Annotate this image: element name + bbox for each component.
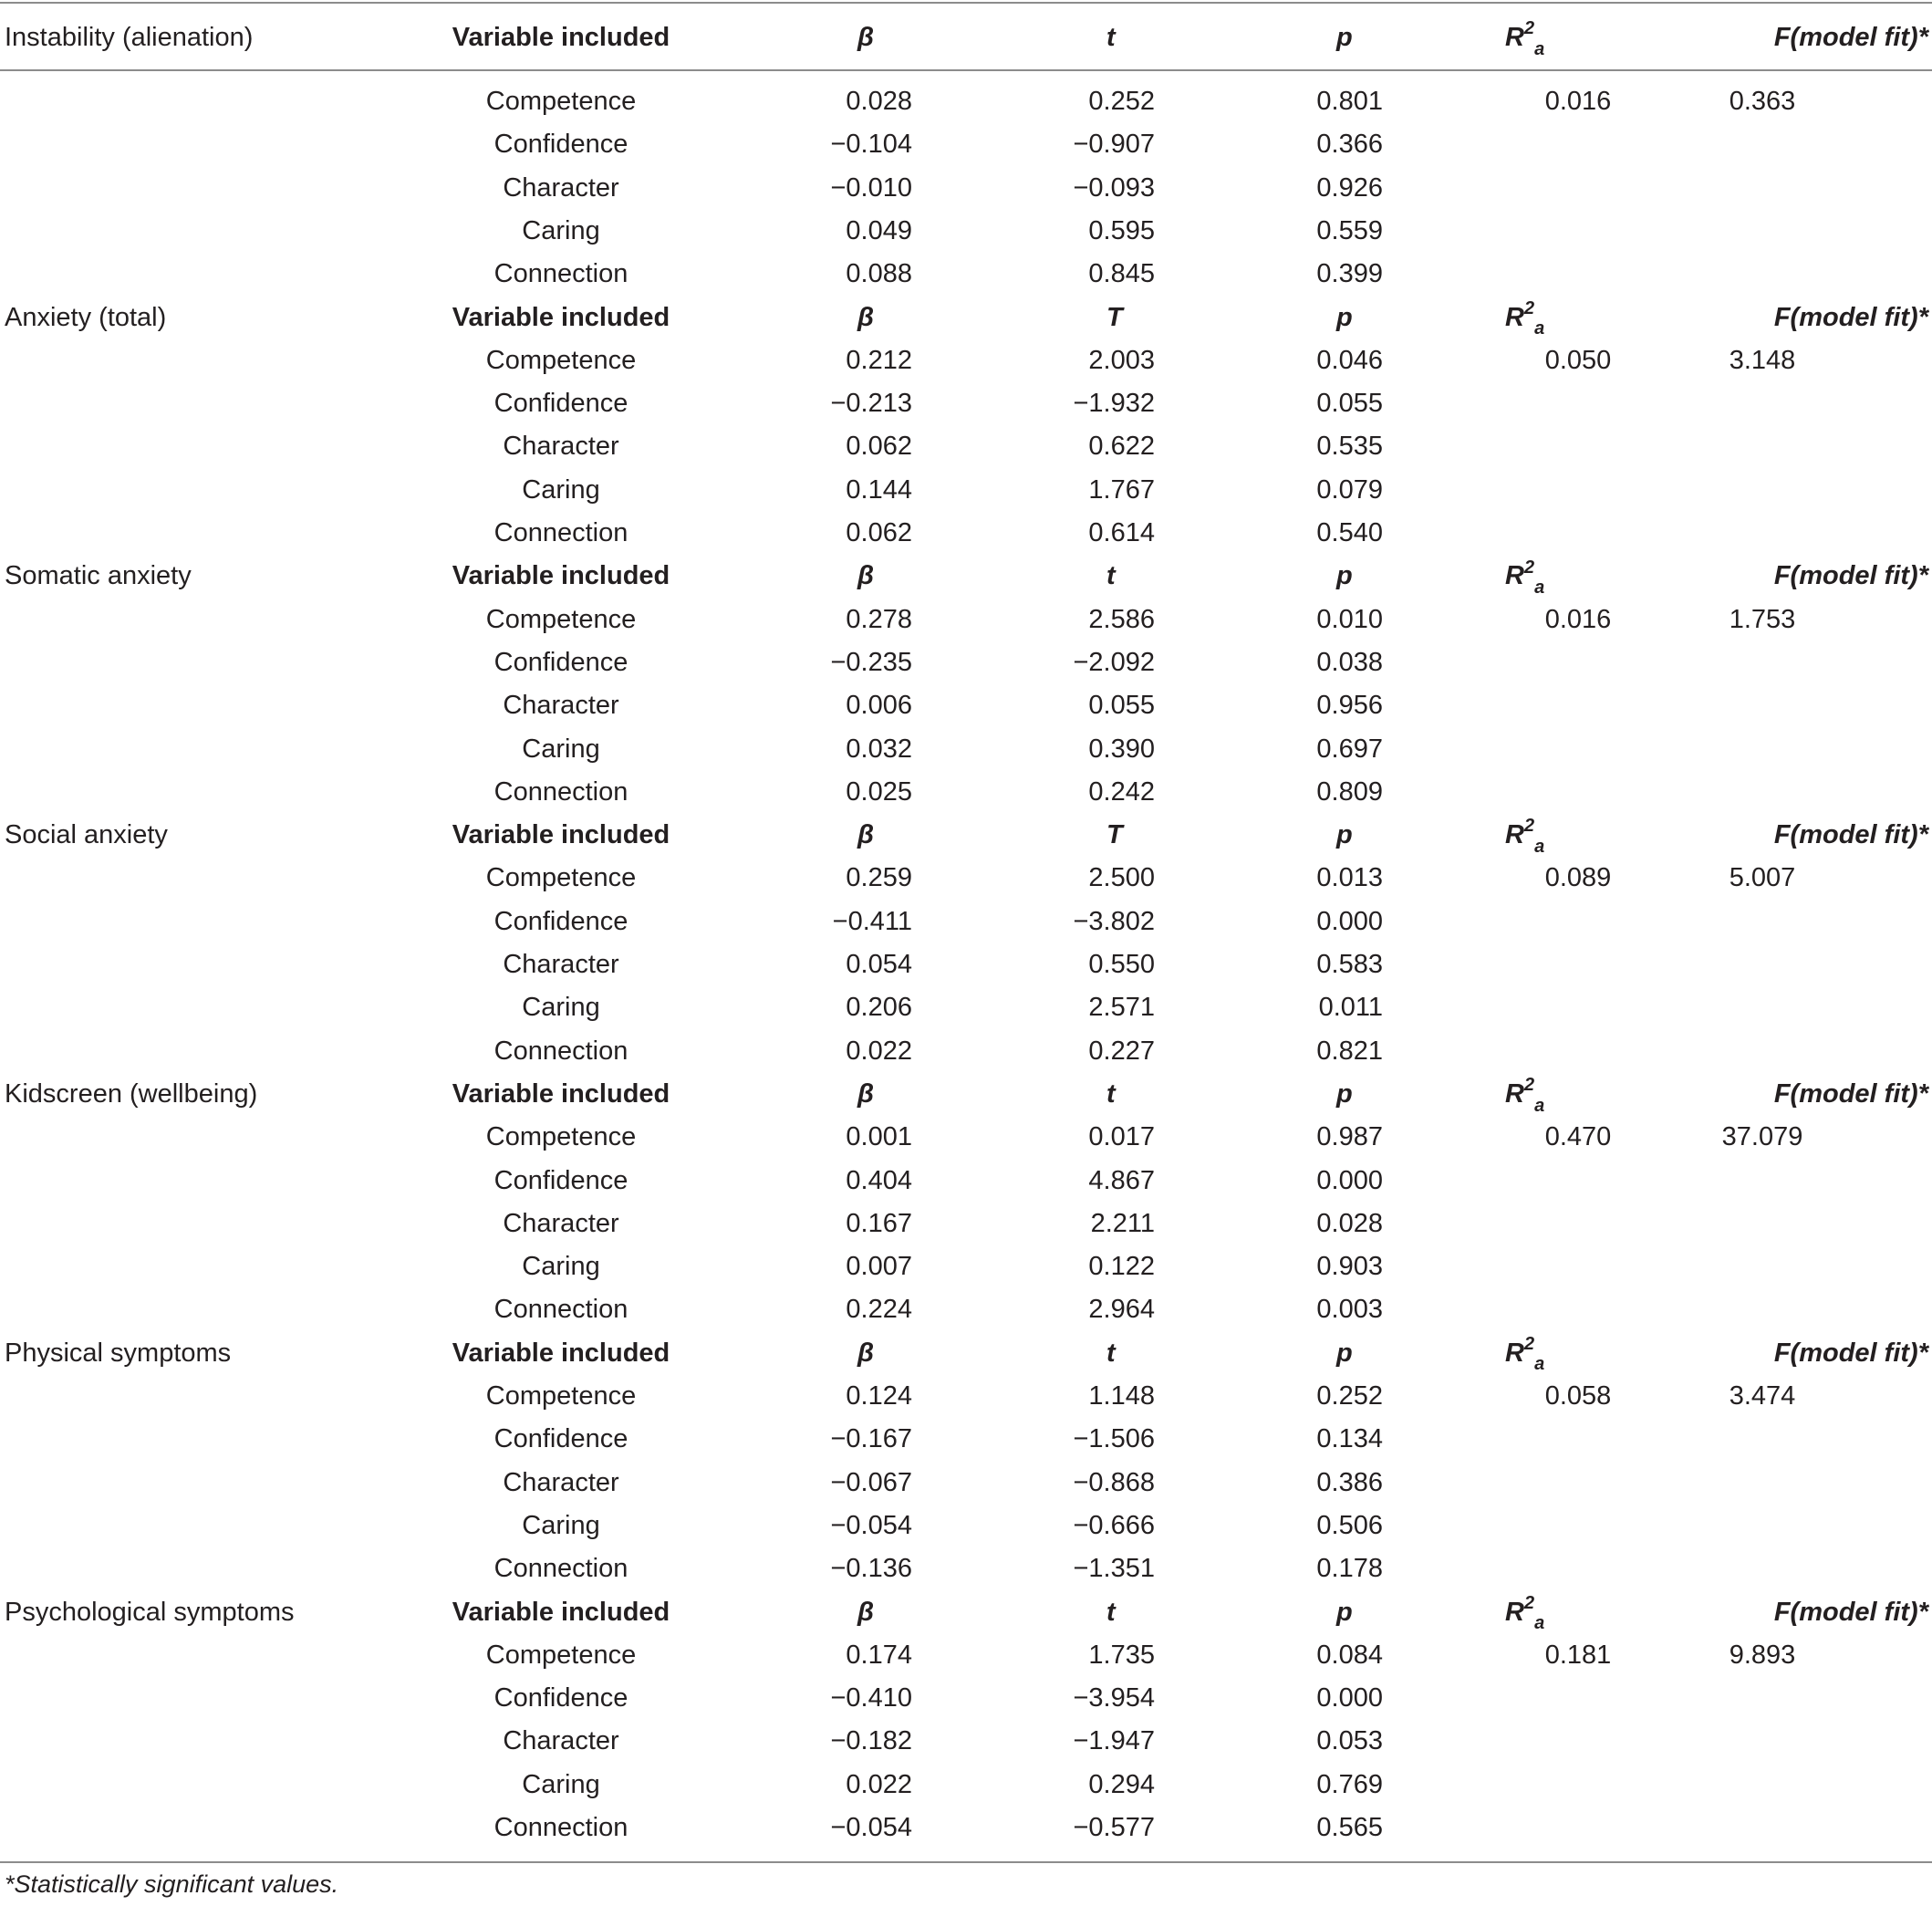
r2-value: 0.050: [1544, 345, 1612, 375]
r2-value: 0.016: [1544, 604, 1612, 634]
r2-value: 0.058: [1544, 1381, 1612, 1411]
variable-name: Confidence: [493, 389, 628, 419]
f-model-fit-header: F(model fit)*: [1773, 302, 1928, 332]
variable-name: Character: [503, 172, 619, 203]
t-value: 0.550: [1088, 950, 1155, 979]
f-value: 0.363: [1729, 87, 1796, 116]
beta-value: −0.054: [830, 1813, 912, 1842]
variable-included-header: Variable included: [452, 1078, 670, 1109]
p-value: 0.079: [1316, 474, 1383, 505]
variable-name: Character: [503, 950, 619, 979]
beta-value: 0.025: [846, 776, 912, 807]
beta-value: −0.104: [830, 130, 912, 160]
t-value: 1.148: [1088, 1381, 1155, 1411]
p-header: p: [1336, 1338, 1353, 1368]
table-row: [0, 1375, 1932, 1418]
table-row: [0, 1116, 1932, 1159]
r2-subscript: a: [1534, 1613, 1545, 1634]
dependent-variable-label: Physical symptoms: [5, 1338, 232, 1368]
t-value: 2.586: [1088, 604, 1155, 634]
variable-name: Competence: [485, 1640, 637, 1670]
p-value: 0.386: [1316, 1467, 1383, 1497]
variable-name: Confidence: [493, 1683, 628, 1713]
p-value: 0.926: [1316, 172, 1383, 203]
r2-base: R: [1505, 1338, 1524, 1368]
t-value: −1.932: [1073, 389, 1155, 419]
t-header: T: [1106, 820, 1123, 850]
variable-name: Confidence: [493, 130, 628, 160]
table-row: [0, 80, 1932, 123]
p-value: 0.809: [1316, 776, 1383, 807]
dependent-variable-label: Psychological symptoms: [5, 1597, 295, 1627]
t-value: 4.867: [1088, 1165, 1155, 1195]
t-header: t: [1106, 1078, 1116, 1109]
table-row: [0, 943, 1932, 986]
p-value: 0.028: [1316, 1208, 1383, 1238]
beta-value: 0.006: [846, 691, 912, 721]
variable-name: Character: [503, 1467, 619, 1497]
table-row: [0, 1764, 1932, 1807]
table-row: [0, 1677, 1932, 1720]
r2-header: [1505, 1073, 1544, 1116]
beta-value: 0.088: [846, 259, 912, 289]
r2-header: [1505, 1332, 1544, 1375]
variable-name: Competence: [485, 345, 637, 375]
t-value: −1.506: [1073, 1424, 1155, 1454]
p-value: 0.055: [1316, 389, 1383, 419]
table-row: [0, 641, 1932, 684]
variable-name: Connection: [493, 1295, 628, 1325]
r2-value: 0.089: [1544, 863, 1612, 893]
r2-subscript: a: [1534, 578, 1545, 599]
p-value: 0.038: [1316, 647, 1383, 677]
variable-name: Caring: [522, 474, 600, 505]
p-header: p: [1336, 1597, 1353, 1627]
t-value: 0.614: [1088, 518, 1155, 547]
variable-name: Connection: [493, 518, 628, 547]
t-value: −0.577: [1073, 1813, 1155, 1842]
top-rule: [0, 2, 1932, 4]
p-header: p: [1336, 1078, 1353, 1109]
beta-value: 0.062: [846, 518, 912, 547]
dependent-variable-label: Anxiety (total): [5, 302, 167, 332]
variable-name: Confidence: [493, 1424, 628, 1454]
r2-header: [1505, 1591, 1544, 1634]
beta-value: 0.404: [846, 1165, 912, 1195]
p-header: p: [1336, 820, 1353, 850]
variable-name: Confidence: [493, 1165, 628, 1195]
r2-base: R: [1505, 561, 1524, 591]
p-value: 0.046: [1316, 345, 1383, 375]
variable-name: Competence: [485, 604, 637, 634]
beta-value: −0.411: [832, 906, 912, 936]
beta-value: 0.174: [846, 1640, 912, 1670]
variable-included-header: Variable included: [452, 561, 670, 591]
beta-header: β: [857, 1597, 874, 1627]
variable-name: Character: [503, 432, 619, 462]
t-header: t: [1106, 561, 1116, 591]
beta-header: β: [857, 23, 874, 52]
t-value: 2.211: [1090, 1208, 1155, 1238]
p-value: 0.583: [1316, 950, 1383, 979]
table-row: [0, 1462, 1932, 1505]
r2-subscript: a: [1534, 318, 1545, 339]
t-value: 2.571: [1088, 993, 1155, 1023]
r2-header: [1505, 297, 1544, 339]
beta-value: 0.278: [846, 604, 912, 634]
table-row: [0, 1245, 1932, 1288]
p-value: 0.000: [1316, 906, 1383, 936]
header-row: [0, 16, 1932, 59]
header-row: [0, 555, 1932, 598]
t-value: 2.003: [1088, 345, 1155, 375]
t-header: T: [1106, 302, 1123, 332]
f-model-fit-header: F(model fit)*: [1773, 561, 1928, 591]
dependent-variable-label: Social anxiety: [5, 820, 168, 850]
t-value: −3.954: [1073, 1683, 1155, 1713]
table-row: [0, 512, 1932, 555]
variable-name: Character: [503, 691, 619, 721]
variable-name: Competence: [485, 87, 637, 116]
header-row: [0, 1332, 1932, 1375]
p-value: 0.134: [1316, 1424, 1383, 1454]
table-row: [0, 857, 1932, 900]
beta-value: 0.022: [846, 1769, 912, 1799]
p-value: 0.000: [1316, 1683, 1383, 1713]
p-value: 0.013: [1316, 863, 1383, 893]
variable-included-header: Variable included: [452, 1338, 670, 1368]
r2-base: R: [1505, 1078, 1524, 1109]
r2-value: 0.181: [1544, 1640, 1612, 1670]
r2-value: 0.016: [1544, 87, 1612, 116]
beta-header: β: [857, 820, 874, 850]
p-value: 0.003: [1316, 1295, 1383, 1325]
t-value: 0.595: [1088, 215, 1155, 245]
beta-value: 0.206: [846, 993, 912, 1023]
variable-name: Confidence: [493, 906, 628, 936]
beta-value: −0.010: [830, 172, 912, 203]
variable-name: Connection: [493, 1554, 628, 1584]
beta-value: 0.032: [846, 734, 912, 764]
beta-value: −0.182: [830, 1726, 912, 1756]
dependent-variable-label: Instability (alienation): [5, 23, 254, 52]
header-row: [0, 814, 1932, 857]
f-model-fit-header: F(model fit)*: [1773, 1597, 1928, 1627]
table-row: [0, 599, 1932, 641]
p-value: 0.053: [1316, 1726, 1383, 1756]
t-value: 0.845: [1088, 259, 1155, 289]
p-header: p: [1336, 302, 1353, 332]
p-value: 0.399: [1316, 259, 1383, 289]
table-row: [0, 1418, 1932, 1461]
variable-included-header: Variable included: [452, 1597, 670, 1627]
table-row: [0, 167, 1932, 210]
p-value: 0.801: [1316, 87, 1383, 116]
f-model-fit-header: F(model fit)*: [1773, 1338, 1928, 1368]
r2-header: [1505, 16, 1544, 59]
beta-value: 0.054: [846, 950, 912, 979]
p-value: 0.252: [1316, 1381, 1383, 1411]
p-value: 0.178: [1316, 1554, 1383, 1584]
f-value: 3.474: [1729, 1381, 1796, 1411]
beta-value: 0.001: [846, 1122, 912, 1152]
beta-value: 0.028: [846, 87, 912, 116]
r2-superscript: 2: [1523, 1075, 1535, 1096]
f-value: 5.007: [1729, 863, 1796, 893]
variable-name: Connection: [493, 259, 628, 289]
t-value: −2.092: [1073, 647, 1155, 677]
p-value: 0.366: [1316, 130, 1383, 160]
p-value: 0.903: [1316, 1252, 1383, 1282]
r2-subscript: a: [1534, 1354, 1545, 1375]
beta-value: 0.062: [846, 432, 912, 462]
r2-subscript: a: [1534, 836, 1545, 857]
f-value: 1.753: [1729, 604, 1796, 634]
beta-value: −0.054: [830, 1510, 912, 1540]
t-header: t: [1106, 1597, 1116, 1627]
variable-included-header: Variable included: [452, 23, 670, 52]
variable-name: Character: [503, 1726, 619, 1756]
beta-value: −0.136: [830, 1554, 912, 1584]
t-value: 0.017: [1088, 1122, 1155, 1152]
t-value: −1.351: [1073, 1554, 1155, 1584]
beta-value: 0.049: [846, 215, 912, 245]
beta-value: 0.022: [846, 1036, 912, 1066]
p-value: 0.559: [1316, 215, 1383, 245]
beta-value: −0.410: [830, 1683, 912, 1713]
beta-header: β: [857, 1338, 874, 1368]
variable-name: Caring: [522, 734, 600, 764]
beta-header: β: [857, 302, 874, 332]
t-value: 0.242: [1088, 776, 1155, 807]
r2-subscript: a: [1534, 1095, 1545, 1116]
variable-name: Competence: [485, 1122, 637, 1152]
table-row: [0, 1288, 1932, 1331]
t-value: 0.122: [1088, 1252, 1155, 1282]
r2-value: 0.470: [1544, 1122, 1612, 1152]
dependent-variable-label: Kidscreen (wellbeing): [5, 1078, 258, 1109]
table-row: [0, 1203, 1932, 1245]
t-value: −0.907: [1073, 130, 1155, 160]
r2-superscript: 2: [1523, 1334, 1535, 1355]
variable-name: Caring: [522, 1769, 600, 1799]
variable-name: Competence: [485, 1381, 637, 1411]
variable-name: Connection: [493, 1036, 628, 1066]
table-row: [0, 253, 1932, 296]
f-value: 37.079: [1721, 1122, 1803, 1152]
table-row: [0, 728, 1932, 771]
p-header: p: [1336, 23, 1353, 52]
p-value: 0.540: [1316, 518, 1383, 547]
table-row: [0, 210, 1932, 253]
p-value: 0.010: [1316, 604, 1383, 634]
variable-name: Competence: [485, 863, 637, 893]
t-value: 2.964: [1088, 1295, 1155, 1325]
header-row: [0, 1591, 1932, 1634]
beta-value: 0.224: [846, 1295, 912, 1325]
variable-name: Caring: [522, 215, 600, 245]
r2-base: R: [1505, 302, 1524, 332]
p-value: 0.956: [1316, 691, 1383, 721]
variable-name: Character: [503, 1208, 619, 1238]
beta-value: 0.212: [846, 345, 912, 375]
p-value: 0.506: [1316, 1510, 1383, 1540]
p-header: p: [1336, 561, 1353, 591]
beta-value: 0.259: [846, 863, 912, 893]
variable-included-header: Variable included: [452, 302, 670, 332]
f-model-fit-header: F(model fit)*: [1773, 23, 1928, 52]
t-value: 0.390: [1088, 734, 1155, 764]
table-row: [0, 901, 1932, 943]
t-value: −1.947: [1073, 1726, 1155, 1756]
f-value: 9.893: [1729, 1640, 1796, 1670]
t-value: 0.055: [1088, 691, 1155, 721]
header-row: [0, 1073, 1932, 1116]
r2-superscript: 2: [1523, 1592, 1535, 1613]
beta-value: −0.067: [830, 1467, 912, 1497]
variable-name: Confidence: [493, 647, 628, 677]
t-value: −0.093: [1073, 172, 1155, 203]
p-value: 0.769: [1316, 1769, 1383, 1799]
t-value: 2.500: [1088, 863, 1155, 893]
t-value: 0.252: [1088, 87, 1155, 116]
p-value: 0.697: [1316, 734, 1383, 764]
p-value: 0.011: [1318, 993, 1383, 1023]
f-model-fit-header: F(model fit)*: [1773, 820, 1928, 850]
p-value: 0.987: [1316, 1122, 1383, 1152]
variable-name: Caring: [522, 1252, 600, 1282]
t-value: 1.735: [1088, 1640, 1155, 1670]
header-rule: [0, 69, 1932, 71]
table-row: [0, 1547, 1932, 1590]
p-value: 0.535: [1316, 432, 1383, 462]
table-row: [0, 1807, 1932, 1849]
r2-base: R: [1505, 820, 1524, 850]
bottom-rule: [0, 1861, 1932, 1863]
beta-value: 0.144: [846, 474, 912, 505]
table-row: [0, 339, 1932, 382]
r2-superscript: 2: [1523, 18, 1535, 39]
table-row: [0, 1160, 1932, 1203]
table-row: [0, 425, 1932, 468]
header-row: [0, 297, 1932, 339]
beta-value: −0.213: [830, 389, 912, 419]
dependent-variable-label: Somatic anxiety: [5, 561, 192, 591]
table-row: [0, 382, 1932, 425]
beta-value: 0.007: [846, 1252, 912, 1282]
beta-value: −0.235: [830, 647, 912, 677]
t-value: −3.802: [1073, 906, 1155, 936]
variable-name: Connection: [493, 776, 628, 807]
beta-header: β: [857, 1078, 874, 1109]
table-row: [0, 1505, 1932, 1547]
variable-name: Caring: [522, 1510, 600, 1540]
r2-header: [1505, 555, 1544, 598]
table-row: [0, 1634, 1932, 1677]
beta-value: −0.167: [830, 1424, 912, 1454]
t-value: −0.666: [1073, 1510, 1155, 1540]
t-value: 1.767: [1088, 474, 1155, 505]
r2-base: R: [1505, 1597, 1524, 1627]
t-value: 0.622: [1088, 432, 1155, 462]
t-value: 0.227: [1088, 1036, 1155, 1066]
p-value: 0.565: [1316, 1813, 1383, 1842]
variable-included-header: Variable included: [452, 820, 670, 850]
table-row: [0, 986, 1932, 1029]
table-row: [0, 771, 1932, 814]
r2-superscript: 2: [1523, 557, 1535, 578]
table-footnote: *Statistically significant values.: [5, 1870, 339, 1898]
p-value: 0.821: [1316, 1036, 1383, 1066]
t-value: 0.294: [1088, 1769, 1155, 1799]
table-row: [0, 1720, 1932, 1763]
table-row: [0, 1030, 1932, 1073]
table-row: [0, 123, 1932, 166]
table-row: [0, 684, 1932, 727]
r2-base: R: [1505, 23, 1524, 52]
r2-subscript: a: [1534, 38, 1545, 59]
r2-header: [1505, 814, 1544, 857]
f-value: 3.148: [1729, 345, 1796, 375]
beta-header: β: [857, 561, 874, 591]
r2-superscript: 2: [1523, 297, 1535, 318]
f-model-fit-header: F(model fit)*: [1773, 1078, 1928, 1109]
table-row: [0, 469, 1932, 512]
r2-superscript: 2: [1523, 816, 1535, 837]
beta-value: 0.167: [846, 1208, 912, 1238]
t-header: t: [1106, 23, 1116, 52]
beta-value: 0.124: [846, 1381, 912, 1411]
p-value: 0.000: [1316, 1165, 1383, 1195]
variable-name: Connection: [493, 1813, 628, 1842]
t-value: −0.868: [1073, 1467, 1155, 1497]
variable-name: Caring: [522, 993, 600, 1023]
p-value: 0.084: [1316, 1640, 1383, 1670]
t-header: t: [1106, 1338, 1116, 1368]
